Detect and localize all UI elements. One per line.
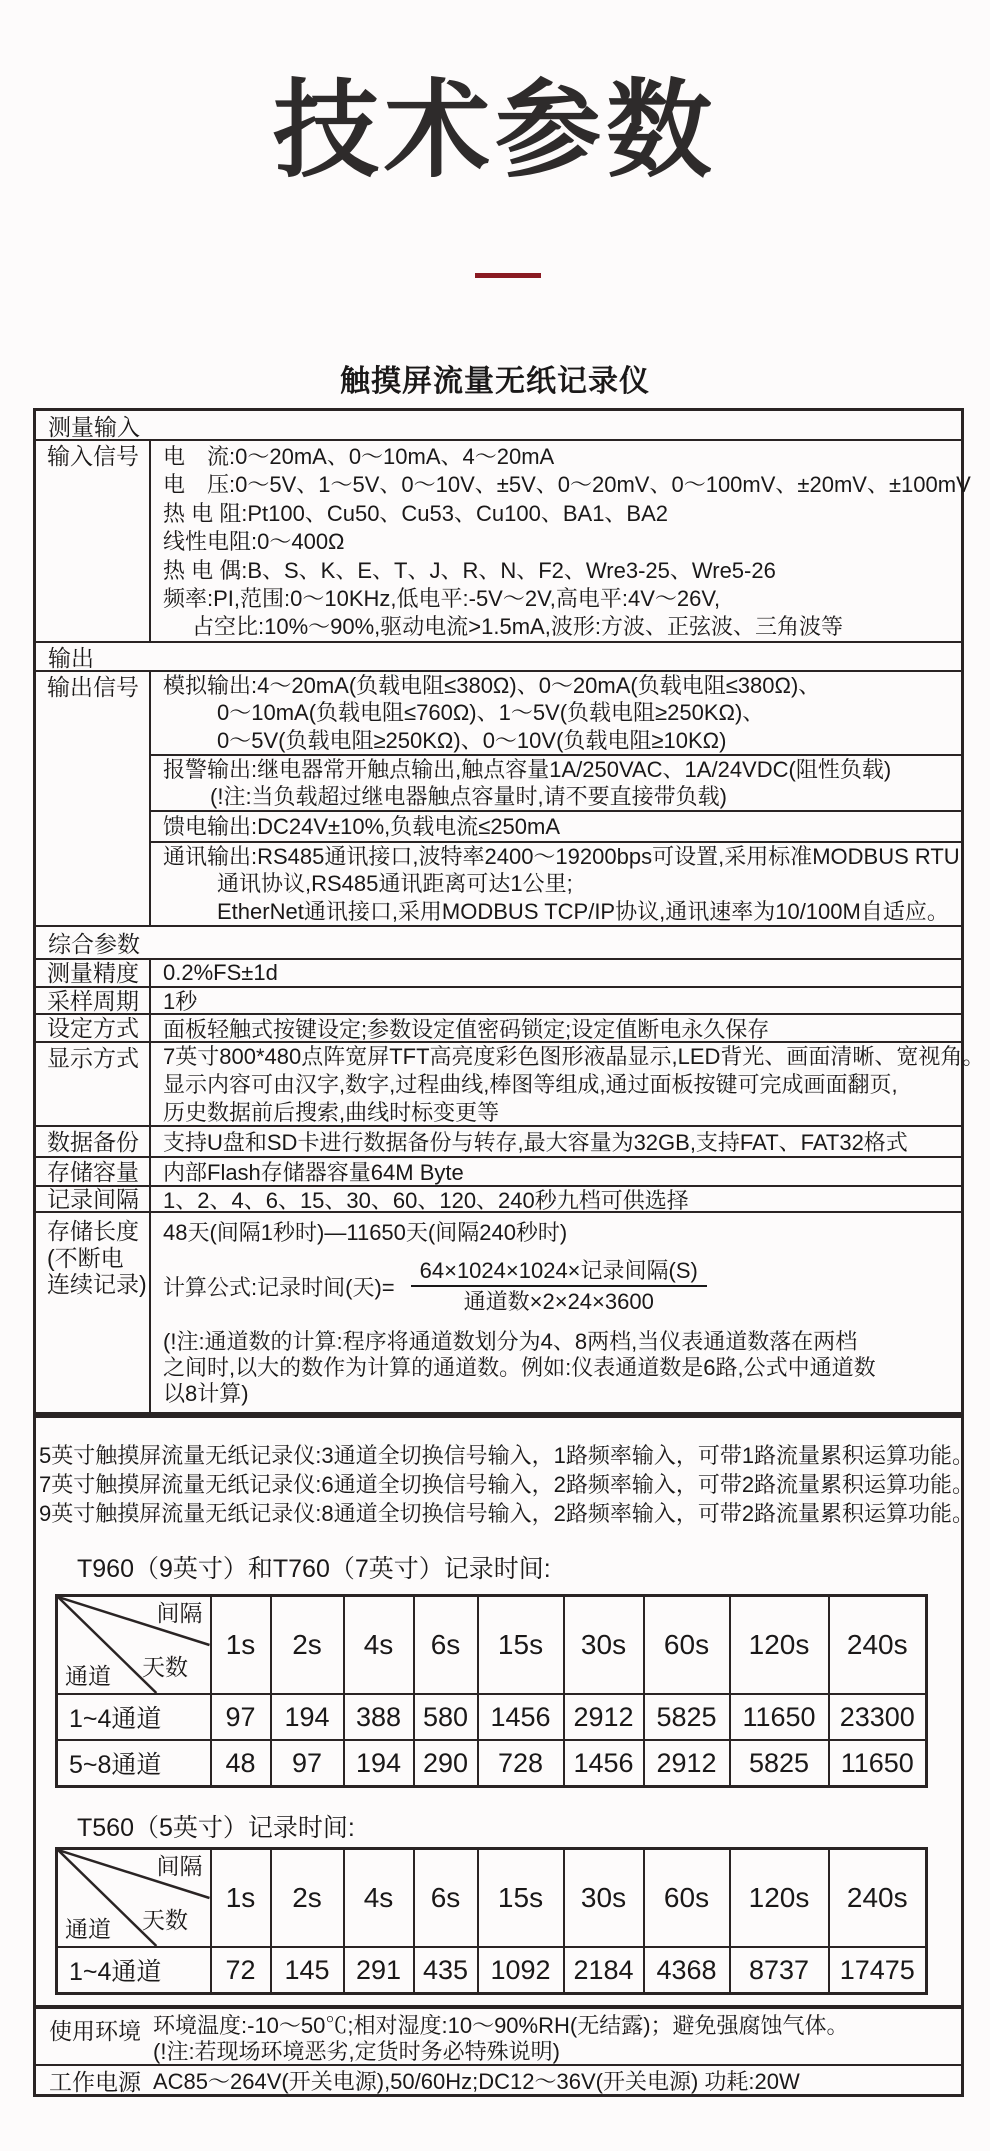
days-cell: 290 <box>414 1740 478 1787</box>
row-storage-length <box>36 1213 961 1412</box>
spec-table <box>33 408 985 1415</box>
analog-output-block <box>151 672 961 756</box>
row-backup <box>36 1127 961 1158</box>
row-environment <box>36 2009 961 2064</box>
spec-line: 7英寸800*480点阵宽屏TFT高亮度彩色图形液晶显示,LED背光、画面清晰、宽视角。 <box>163 1044 985 1069</box>
formula-prefix: 计算公式:记录时间(天)= <box>163 1274 395 1300</box>
row-display <box>36 1043 985 1127</box>
days-cell: 8737 <box>730 1947 829 1994</box>
model-line: 9英寸触摸屏流量无纸记录仪:8通道全切换信号输入，2路频率输入，可带2路流量累积运算功能。 <box>39 1501 975 1526</box>
days-cell: 435 <box>414 1947 478 1994</box>
days-cell: 2912 <box>564 1694 644 1740</box>
alarm-output-block <box>151 756 961 812</box>
row-value: 1、2、4、6、15、30、60、120、240秒九档可供选择 <box>163 1187 689 1213</box>
days-cell: 1456 <box>478 1694 564 1740</box>
days-cell: 580 <box>414 1694 478 1740</box>
spec-line: 通讯协议,RS485通讯距离可达1公里; <box>217 871 573 897</box>
row-value: AC85～264V(开关电源),50/60Hz;DC12～36V(开关电源) 功耗:20W <box>153 2068 800 2094</box>
diagonal-header-cell <box>57 1849 211 1948</box>
days-cell: 1456 <box>564 1740 644 1787</box>
spec-line: 0～10mA(负载电阻≤760Ω)、1～5V(负载电阻≥250KΩ)、 <box>217 700 765 726</box>
days-cell: 388 <box>344 1694 414 1740</box>
corner-days-label: 天数 <box>142 1907 188 1933</box>
section-output <box>36 643 961 672</box>
interval-column-header: 240s <box>829 1596 927 1695</box>
channel-label-cell: 5~8通道 <box>57 1740 211 1787</box>
model-line: 5英寸触摸屏流量无纸记录仪:3通道全切换信号输入，1路频率输入，可带1路流量累积运算功能。 <box>39 1443 975 1468</box>
feed-output-block <box>151 812 961 843</box>
spec-line: 线性电阻:0～400Ω <box>163 529 345 555</box>
row-output-signal <box>36 672 961 927</box>
interval-column-header: 4s <box>344 1596 414 1695</box>
row-power <box>36 2064 961 2094</box>
interval-column-header: 2s <box>271 1596 344 1695</box>
row-label: 存储容量 <box>36 1158 151 1185</box>
interval-column-header: 2s <box>271 1849 344 1948</box>
spec-line: EtherNet通讯接口,采用MODBUS TCP/IP协议,通讯速率为10/100M自适应。 <box>217 898 949 924</box>
row-label: 使用环境 <box>49 2018 141 2044</box>
days-cell: 145 <box>271 1947 344 1994</box>
days-cell: 2184 <box>564 1947 644 1994</box>
corner-interval-label: 间隔 <box>156 1600 203 1626</box>
spec-line: (!注:若现场环境恶劣,定货时务必特殊说明) <box>153 2038 560 2064</box>
corner-channel-label: 通道 <box>65 1916 111 1942</box>
spec-line: 频率:PI,范围:0～10KHz,低电平:-5V～2V,高电平:4V～26V, <box>163 586 721 612</box>
days-cell: 23300 <box>829 1694 927 1740</box>
spec-line: 热 电 阻:Pt100、Cu50、Cu53、Cu100、BA1、BA2 <box>163 500 669 526</box>
row-content <box>151 1043 984 1125</box>
days-cell: 97 <box>211 1694 271 1740</box>
row-content <box>151 672 961 925</box>
days-cell: 194 <box>344 1740 414 1787</box>
corner-days-label: 天数 <box>142 1654 188 1680</box>
title-accent-dash <box>475 273 541 278</box>
row-label: 设定方式 <box>36 1015 151 1041</box>
interval-column-header: 1s <box>211 1596 271 1695</box>
days-cell: 194 <box>271 1694 344 1740</box>
spec-line: 环境温度:-10～50℃;相对湿度:10～90%RH(无结露)；避免强腐蚀气体。 <box>153 2013 849 2038</box>
days-cell: 72 <box>211 1947 271 1994</box>
spec-line: 以8计算) <box>163 1381 249 1406</box>
interval-column-header: 30s <box>564 1596 644 1695</box>
interval-column-header: 6s <box>414 1849 478 1948</box>
days-cell: 728 <box>478 1740 564 1787</box>
row-sampling <box>36 988 961 1015</box>
channel-label-cell: 1~4通道 <box>57 1947 211 1994</box>
row-content <box>151 1213 961 1412</box>
spec-line: 历史数据前后搜索,曲线时标变更等 <box>163 1100 500 1125</box>
row-interval <box>36 1187 961 1213</box>
spec-line: 馈电输出:DC24V±10%,负载电流≤250mA <box>163 813 561 839</box>
row-label: 工作电源 <box>49 2068 141 2095</box>
interval-column-header: 6s <box>414 1596 478 1695</box>
row-value: 0.2%FS±1d <box>163 960 278 985</box>
row-label: 记录间隔 <box>36 1187 151 1211</box>
interval-column-header: 4s <box>344 1849 414 1948</box>
section-label: 测量输入 <box>48 413 140 440</box>
section-general <box>36 927 961 960</box>
spec-line: 通讯输出:RS485通讯接口,波特率2400～19200bps可设置,采用标准MODBUS RTU <box>163 843 960 869</box>
corner-interval-label: 间隔 <box>156 1853 203 1879</box>
table-row <box>57 1694 927 1740</box>
days-cell: 48 <box>211 1740 271 1787</box>
formula-fraction <box>411 1256 707 1316</box>
formula-numerator: 64×1024×1024×记录间隔(S) <box>411 1256 707 1287</box>
row-content <box>151 441 971 641</box>
section-measure-input <box>36 411 961 441</box>
row-label: 采样周期 <box>36 988 151 1013</box>
section-label: 综合参数 <box>48 931 140 957</box>
row-content <box>153 2009 961 2064</box>
label-line: 连续记录) <box>47 1271 147 1297</box>
row-label: 显示方式 <box>36 1043 151 1125</box>
diagonal-header-cell <box>57 1596 211 1695</box>
environment-and-power-rows <box>36 2005 961 2094</box>
table-row <box>57 1947 927 1994</box>
days-cell: 291 <box>344 1947 414 1994</box>
spec-line: (!注:当负载超过继电器触点容量时,请不要直接带负载) <box>210 784 727 809</box>
t560-table-title: T560（5英寸）记录时间: <box>77 1814 355 1842</box>
interval-column-header: 15s <box>478 1596 564 1695</box>
row-label: 数据备份 <box>36 1127 151 1156</box>
days-cell: 4368 <box>644 1947 730 1994</box>
row-value: 1秒 <box>163 989 198 1014</box>
row-label: 输入信号 <box>36 441 151 641</box>
spec-line: (!注:通道数的计算:程序将通道数划分为4、8两档,当仪表通道数落在两档 <box>163 1329 858 1354</box>
spec-line: 电 流:0～20mA、0～10mA、4～20mA <box>163 444 555 469</box>
formula-denominator: 通道数×2×24×3600 <box>463 1289 654 1314</box>
days-cell: 97 <box>271 1740 344 1787</box>
model-descriptions <box>39 1441 974 1528</box>
comm-output-block <box>151 843 961 925</box>
page-title: 技术参数 <box>273 72 717 190</box>
days-cell: 2912 <box>644 1740 730 1787</box>
product-subtitle: 触摸屏流量无纸记录仪 <box>340 365 650 398</box>
spec-line: 电 压:0～5V、1～5V、0～10V、±5V、0～20mV、0～100mV、±20mV、±100mV <box>163 472 971 498</box>
spec-line: 显示内容可由汉字,数字,过程曲线,棒图等组成,通过面板按键可完成画面翻页, <box>163 1072 898 1097</box>
interval-column-header: 30s <box>564 1849 644 1948</box>
row-input-signal <box>36 441 971 643</box>
row-label <box>36 1213 151 1412</box>
label-line: (不断电 <box>47 1244 124 1271</box>
spec-line: 报警输出:继电器常开触点输出,触点容量1A/250VAC、1A/24VDC(阻性负载) <box>163 756 892 782</box>
section-label: 输出 <box>48 645 94 671</box>
label-line: 存储长度 <box>47 1218 139 1244</box>
days-cell: 5825 <box>730 1740 829 1787</box>
interval-column-header: 60s <box>644 1596 730 1695</box>
row-value: 面板轻触式按键设定;参数设定值密码锁定;设定值断电永久保存 <box>163 1016 770 1042</box>
spec-line: 占空比:10%～90%,驱动电流>1.5mA,波形:方波、正弦波、三角波等 <box>192 614 843 640</box>
interval-column-header: 120s <box>730 1596 829 1695</box>
models-and-record-tables <box>33 1415 975 2097</box>
storage-range: 48天(间隔1秒时)—11650天(间隔240秒时) <box>163 1220 568 1245</box>
interval-column-header: 15s <box>478 1849 564 1948</box>
row-value: 内部Flash存储器容量64M Byte <box>163 1160 464 1185</box>
row-setting <box>36 1015 961 1043</box>
model-line: 7英寸触摸屏流量无纸记录仪:6通道全切换信号输入，2路频率输入，可带2路流量累积运算功能。 <box>39 1472 975 1497</box>
days-cell: 17475 <box>829 1947 927 1994</box>
table-row <box>57 1740 927 1787</box>
days-cell: 5825 <box>644 1694 730 1740</box>
days-cell: 1092 <box>478 1947 564 1994</box>
corner-channel-label: 通道 <box>65 1663 111 1689</box>
table-header-row <box>57 1596 927 1695</box>
row-label: 测量精度 <box>36 960 151 986</box>
row-value: 支持U盘和SD卡进行数据备份与转存,最大容量为32GB,支持FAT、FAT32格式 <box>163 1130 908 1155</box>
t960-t760-table-title: T960（9英寸）和T760（7英寸）记录时间: <box>77 1555 551 1583</box>
row-label: 输出信号 <box>36 672 151 925</box>
t960-t760-record-table <box>55 1594 928 1788</box>
days-cell: 11650 <box>730 1694 829 1740</box>
spec-line: 热 电 偶:B、S、K、E、T、J、R、N、F2、Wre3-25、Wre5-26 <box>163 557 776 583</box>
spec-line: 0～5V(负载电阻≥250KΩ)、0～10V(负载电阻≥10KΩ) <box>217 727 727 753</box>
days-cell: 11650 <box>829 1740 927 1787</box>
storage-note <box>163 1329 961 1407</box>
interval-column-header: 1s <box>211 1849 271 1948</box>
spec-line: 模拟输出:4～20mA(负载电阻≤380Ω)、0～20mA(负载电阻≤380Ω)、 <box>163 672 821 698</box>
channel-label-cell: 1~4通道 <box>57 1694 211 1740</box>
interval-column-header: 60s <box>644 1849 730 1948</box>
row-accuracy <box>36 960 961 988</box>
t560-record-table <box>55 1847 928 1995</box>
interval-column-header: 240s <box>829 1849 927 1948</box>
spec-line: 之间时,以大的数作为计算的通道数。例如:仪表通道数是6路,公式中通道数 <box>163 1355 876 1380</box>
storage-formula <box>163 1256 961 1316</box>
table-header-row <box>57 1849 927 1948</box>
interval-column-header: 120s <box>730 1849 829 1948</box>
